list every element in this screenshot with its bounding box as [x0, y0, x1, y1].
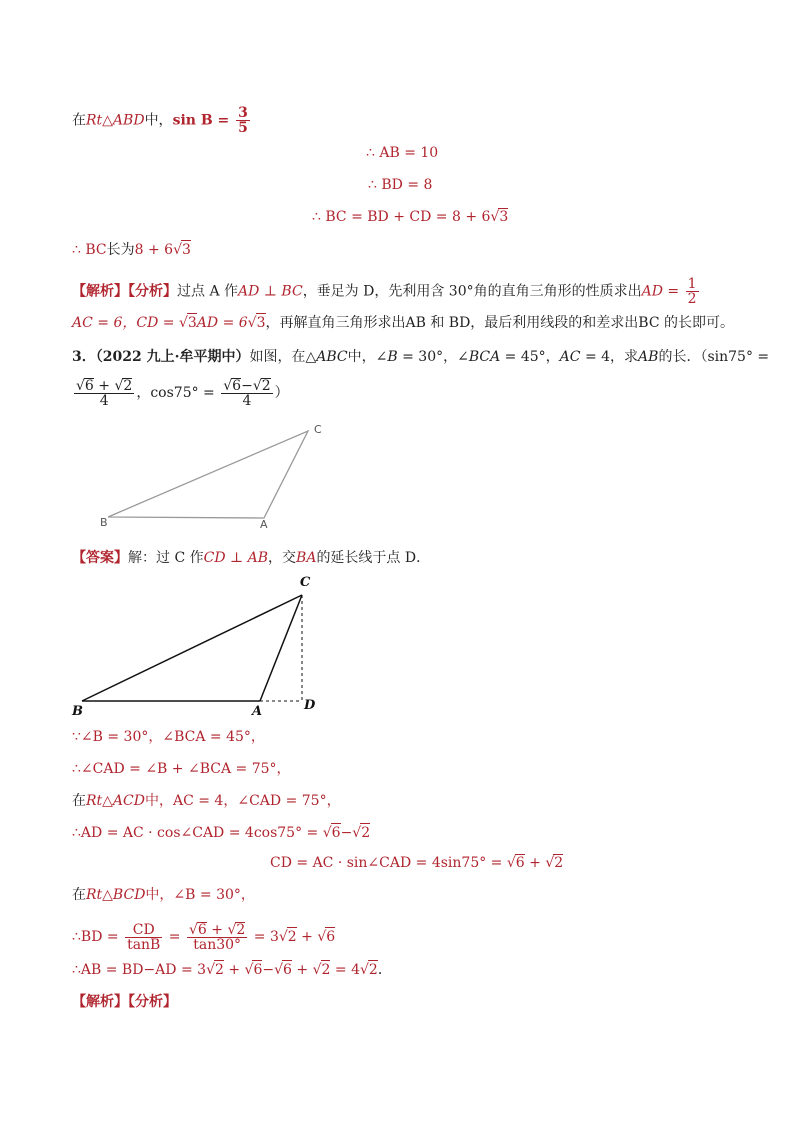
numerator: 1	[687, 276, 697, 292]
text-segment: 中，	[144, 112, 173, 129]
vertex-label-c: C	[300, 575, 311, 590]
text-segment: ，交	[268, 550, 297, 566]
text-segment: ．	[377, 962, 392, 978]
equation-bd: ∴ BD = 8	[368, 177, 433, 193]
denominator: 5	[238, 120, 248, 136]
text-segment: 的长．（sin75° =	[658, 349, 770, 365]
figure-triangle-abcd	[66, 570, 336, 722]
radicand: 6	[515, 855, 525, 871]
math-segment: = 3	[249, 929, 279, 945]
operator: +	[524, 855, 546, 871]
denominator: 4	[99, 393, 109, 409]
fraction-sin75: $\frac{√6 + √2}{4}$	[76, 378, 133, 409]
denominator: 4	[242, 393, 252, 409]
analysis-line-2: AC = 6，CD = √3AD = 6√3，再解直角三角形求出AB 和 BD，最后利用线段的和差求出BC 的长即可。	[72, 315, 735, 331]
radicand: 2	[361, 825, 371, 841]
vertex-label-d: D	[304, 698, 316, 713]
operator: +	[93, 378, 115, 394]
operator: +	[296, 929, 318, 945]
equation-ab: ∴ AB = 10	[366, 145, 439, 161]
text-segment: = 45°，	[500, 349, 560, 365]
math-segment: ∴AB = BD−AD = 3	[72, 962, 207, 978]
figure-triangle-abc	[96, 420, 336, 535]
text-segment: ，cos75° =	[136, 385, 220, 401]
math-segment: CD ⊥ AB	[203, 550, 269, 566]
operator: +	[206, 922, 228, 938]
fraction	[686, 277, 699, 306]
question-label: 3．（2022 九上·牟平期中）	[72, 349, 250, 365]
step-1: ∵∠B = 30°，∠BCA = 45°，	[72, 729, 265, 745]
step-6	[72, 886, 255, 904]
text-segment: ，垂足为 D，先利用含 30°角的直角三角形的性质求出	[302, 283, 642, 300]
radicand: 6	[253, 962, 263, 978]
radicand: 3	[182, 242, 191, 258]
operator: −	[340, 825, 353, 841]
denominator: tanB	[127, 936, 161, 953]
segment-ac	[260, 595, 302, 701]
numerator: CD	[125, 923, 162, 938]
math-segment: AD ⊥ BC	[238, 283, 303, 300]
math-segment: ∴ BC	[72, 242, 107, 258]
radicand: 6	[326, 929, 336, 945]
math-segment: 中，AC = 4，∠CAD = 75°，	[144, 793, 341, 809]
math-segment: AD =	[641, 283, 684, 300]
text-segment: 长为	[106, 242, 135, 258]
radicand: 6	[232, 378, 242, 394]
fraction-tan30: $\frac{√6 + √2}{\tan 30^\circ}$	[188, 922, 246, 953]
denominator: 2	[687, 291, 697, 307]
text-segment: 过点 A 作	[177, 283, 239, 300]
text-segment: 在	[72, 793, 86, 809]
math-segment: ABC	[316, 349, 348, 365]
operator: −	[241, 378, 253, 394]
radicand: 3	[256, 315, 266, 331]
math-segment: ∴BD =	[72, 929, 124, 945]
answer-line	[72, 549, 430, 567]
analysis-tag: 【解析】【分析】	[72, 283, 177, 300]
numerator: 3	[238, 105, 248, 121]
radicand: 2	[123, 378, 133, 394]
radicand: 2	[554, 855, 564, 871]
vertex-label-a: A	[252, 704, 263, 719]
analysis-line-1	[72, 277, 701, 306]
text-segment: 解：过 C 作	[128, 550, 204, 566]
math-segment: 8 + 6	[134, 242, 174, 258]
vertex-label-a: A	[260, 518, 268, 531]
radicand: 6	[283, 962, 292, 978]
operator: +	[291, 962, 313, 978]
text-segment: = 30°，∠	[397, 349, 469, 365]
vertex-label-b: B	[72, 704, 83, 719]
radicand: 6	[84, 378, 94, 394]
operator: =	[164, 929, 185, 945]
text-segment: 在	[72, 112, 86, 129]
math-segment: AC = 6，CD =	[72, 315, 179, 331]
math-segment: sin B =	[172, 112, 235, 129]
text-segment: = 4，求	[580, 349, 639, 365]
fraction	[236, 106, 250, 135]
text-segment: 的延长线于点 D．	[316, 550, 431, 566]
math-segment: AD = 6	[196, 315, 248, 331]
equation-bc: ∴ BC = BD + CD = 8 + 6√3	[312, 209, 509, 225]
analysis-tag: 【解析】【分析】	[72, 994, 177, 1010]
math-segment: ∴ BC = BD + CD = 8 + 6	[312, 209, 491, 225]
radicand: 6	[197, 922, 207, 938]
step-7: ∴BD = $\frac{CD}{\tan B}$ = $\frac{√6 + √2}{\tan 30^\circ}$ = 3√2 + √6	[72, 921, 336, 953]
fraction-cos75: $\frac{√6-√2}{4}$	[223, 378, 271, 409]
text-line-rt-abd	[72, 106, 252, 135]
radicand: 3	[187, 315, 197, 331]
vertex-label-b: B	[100, 516, 108, 529]
text-segment: 中，∠	[347, 349, 388, 365]
math-segment: Rt△ABD	[86, 112, 145, 129]
text-line-bc-result: ∴ BC长为8 + 6√3	[72, 242, 191, 258]
math-segment: Rt△BCD	[86, 887, 146, 903]
analysis-2-line	[72, 993, 177, 1011]
math-segment: BA	[296, 550, 317, 566]
answer-tag: 【答案】	[72, 550, 128, 566]
step-8: ∴AB = BD−AD = 3√2 + √6−√6 + √2 = 4√2．	[72, 962, 392, 978]
radicand: 2	[321, 962, 331, 978]
fraction-cd-tanb	[125, 923, 162, 952]
radicand: 2	[287, 929, 297, 945]
math-segment: B	[387, 349, 398, 365]
operator: +	[223, 962, 245, 978]
operator: −	[262, 962, 275, 978]
text-segment: ，再解直角三角形求出AB 和 BD，最后利用线段的和差求出BC 的长即可。	[265, 315, 735, 331]
radicand: 2	[236, 922, 246, 938]
math-segment: BCA	[468, 349, 501, 365]
text-segment: 在	[72, 887, 86, 903]
operator: = 4	[330, 962, 360, 978]
step-3	[72, 792, 341, 810]
math-segment: AB	[638, 349, 659, 365]
math-segment: AC	[559, 349, 581, 365]
question-3-line-2	[72, 378, 289, 408]
step-5: CD = AC · sin∠CAD = 4sin75° = √6 + √2	[270, 855, 564, 871]
text-segment: 如图，在△	[249, 349, 317, 365]
math-segment: ∴AD = AC · cos∠CAD = 4cos75° =	[72, 825, 323, 841]
triangle-outline	[108, 431, 308, 518]
segment-bc	[82, 595, 302, 701]
radicand: 2	[214, 962, 224, 978]
question-3-line-1	[72, 348, 769, 366]
radicand: 3	[499, 209, 509, 225]
step-4: ∴AD = AC · cos∠CAD = 4cos75° = √6−√2	[72, 825, 371, 841]
math-segment: Rt△ACD	[86, 793, 145, 809]
radicand: 6	[331, 825, 341, 841]
text-segment: ）	[274, 385, 289, 401]
math-segment: 中，∠B = 30°，	[145, 887, 255, 903]
vertex-label-c: C	[314, 423, 322, 436]
math-segment: CD = AC · sin∠CAD = 4sin75° =	[270, 855, 507, 871]
step-2: ∴∠CAD = ∠B + ∠BCA = 75°，	[72, 761, 291, 777]
radicand: 2	[261, 378, 271, 394]
denominator: tan30°	[193, 937, 242, 953]
radicand: 2	[368, 962, 378, 978]
